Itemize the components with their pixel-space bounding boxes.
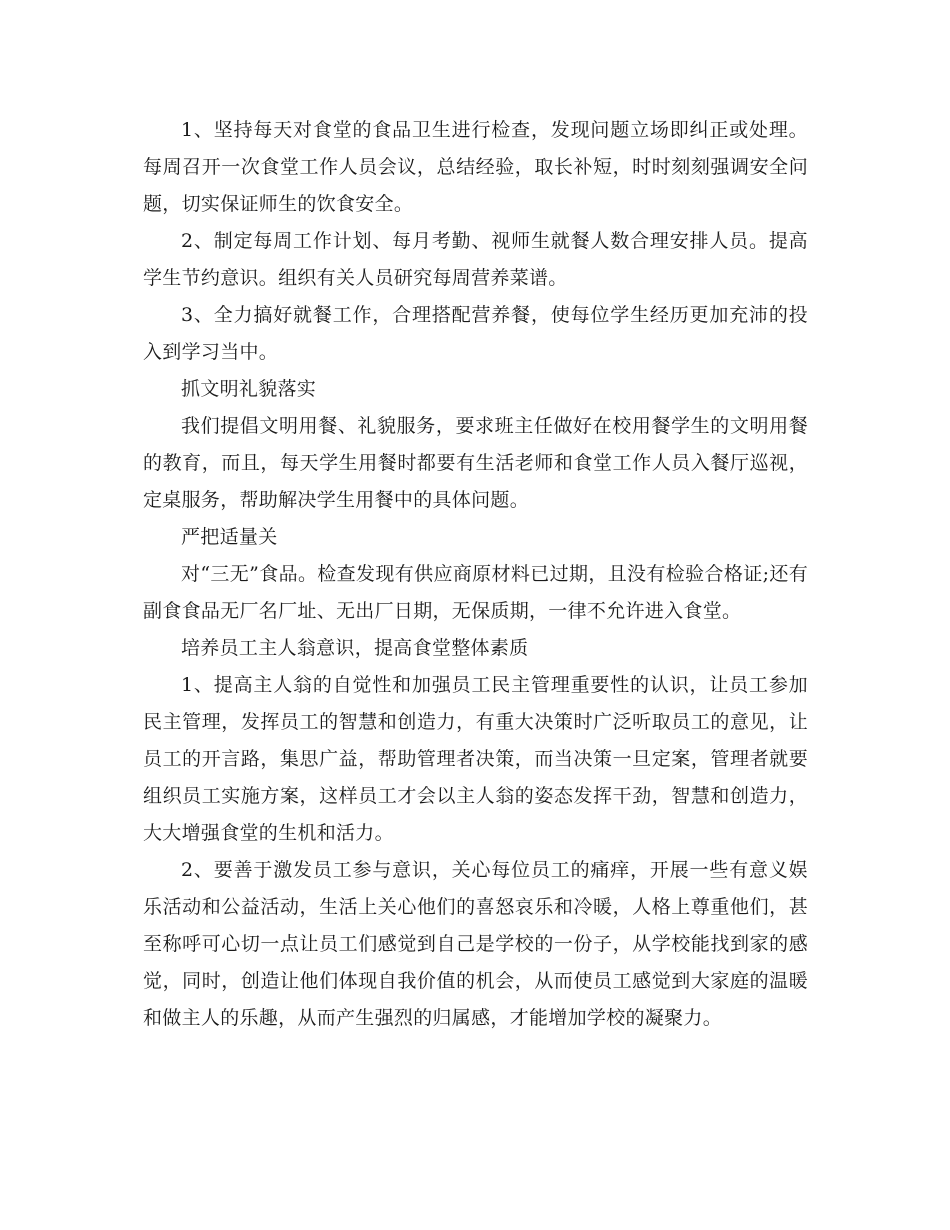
paragraph-dining-work: 3、全力搞好就餐工作，合理搭配营养餐，使每位学生经历更加充沛的投入到学习当中。 [143, 304, 808, 363]
paragraph-weekly-plan: 2、制定每周工作计划、每月考勤、视师生就餐人数合理安排人员。提高学生节约意识。组织有关人员研究每周营养菜谱。 [143, 230, 808, 289]
document-body [143, 112, 808, 1037]
section-heading-staff-ownership: 培养员工主人翁意识，提高食堂整体素质 [181, 637, 529, 659]
paragraph-civil-dining: 我们提倡文明用餐、礼貌服务，要求班主任做好在校用餐学生的文明用餐的教育，而且，每天学生用餐时都要有生活老师和食堂工作人员入餐厅巡视，定桌服务，帮助解决学生用餐中的具体问题。 [143, 415, 808, 511]
section-heading-civility: 抓文明礼貌落实 [181, 378, 317, 400]
paragraph-canteen-inspection: 1、坚持每天对食堂的食品卫生进行检查，发现问题立场即纠正或处理。每周召开一次食堂工作人员会议，总结经验，取长补短，时时刻刻强调安全问题，切实保证师生的饮食安全。 [143, 119, 808, 215]
paragraph-food-safety: 对“三无”食品。检查发现有供应商原材料已过期，且没有检验合格证;还有副食食品无厂名厂址、无出厂日期，无保质期，一律不允许进入食堂。 [143, 563, 808, 622]
paragraph-democratic-management: 1、提高主人翁的自觉性和加强员工民主管理重要性的认识，让员工参加民主管理，发挥员工的智慧和创造力，有重大决策时广泛听取员工的意见，让员工的开言路，集思广益，帮助管理者决策，而当决策一旦定案，管理者就要组织员工实施方案，这样员工才会以主人翁的姿态发挥干劲，智慧和创造力，大大增强食堂的生机和活力。 [143, 674, 808, 844]
section-heading-quantity-control: 严把适量关 [181, 526, 278, 548]
paragraph-staff-participation: 2、要善于激发员工参与意识，关心每位员工的痛痒，开展一些有意义娱乐活动和公益活动，生活上关心他们的喜怒哀乐和冷暖，人格上尊重他们，甚至称呼可心切一点让员工们感觉到自己是学校的一份子，从学校能找到家的感觉，同时，创造让他们体现自我价值的机会，从而使员工感觉到大家庭的温暖和做主人的乐趣，从而产生强烈的归属感，才能增加学校的凝聚力。 [143, 859, 808, 1029]
